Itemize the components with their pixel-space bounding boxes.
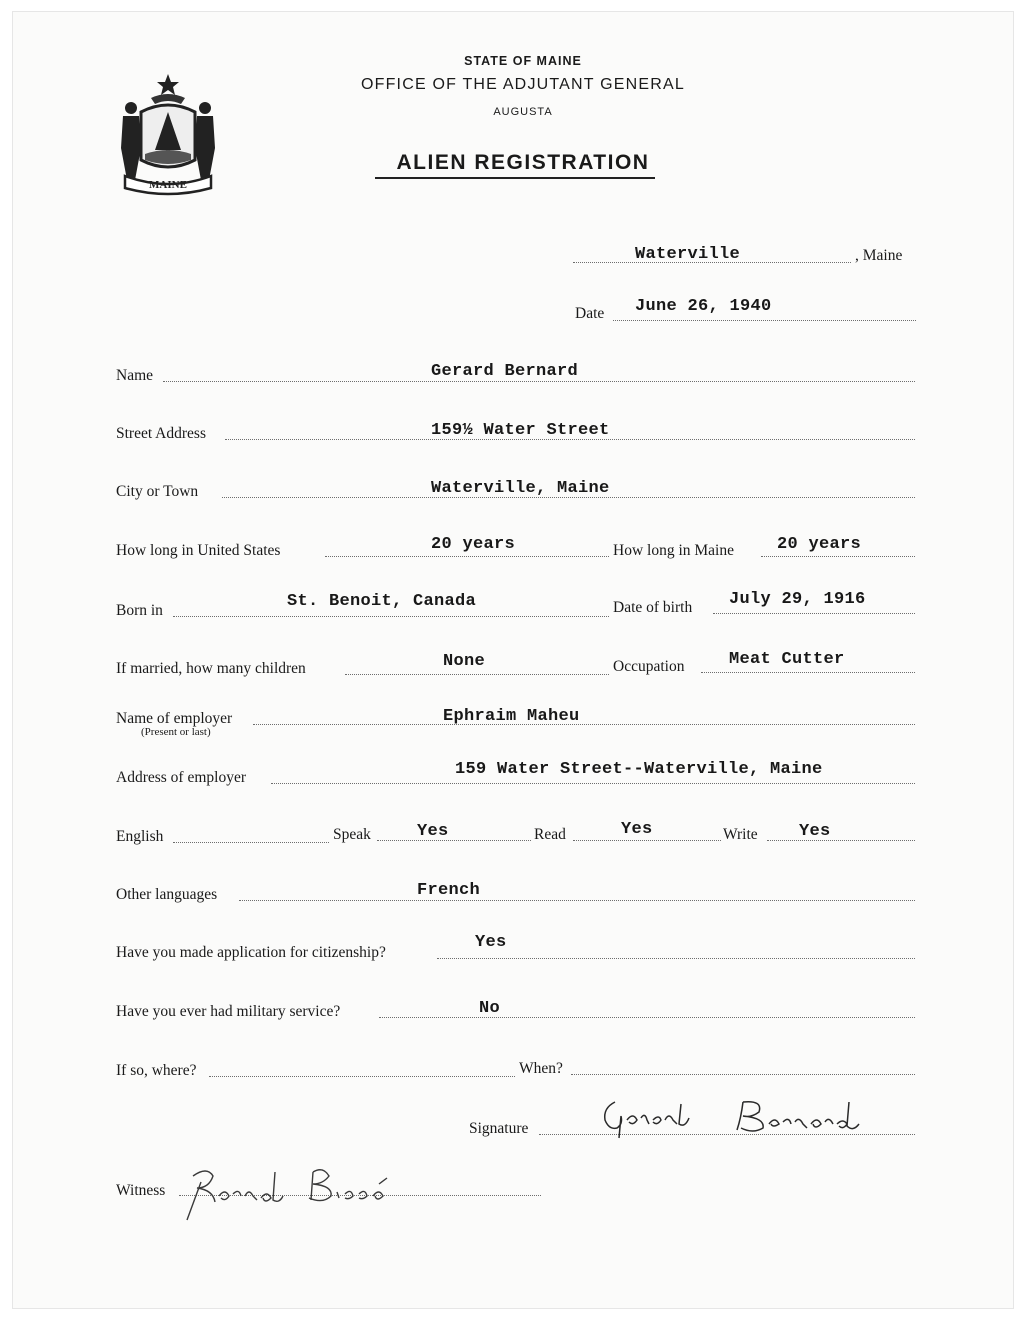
speak-value[interactable]: Yes xyxy=(417,822,449,841)
read-label: Read xyxy=(534,826,566,843)
write-label: Write xyxy=(723,826,758,843)
employer-line xyxy=(253,724,915,725)
other-languages-label: Other languages xyxy=(116,886,218,903)
maine-duration-label: How long in Maine xyxy=(613,542,734,559)
occupation-value[interactable]: Meat Cutter xyxy=(729,650,845,669)
when-line xyxy=(571,1074,915,1075)
employer-address-line xyxy=(271,783,915,784)
city-label: City or Town xyxy=(116,483,199,500)
seal-lettering: MAINE xyxy=(149,179,187,191)
read-value[interactable]: Yes xyxy=(621,820,653,839)
location-suffix: , Maine xyxy=(855,247,903,264)
citizenship-value[interactable]: Yes xyxy=(475,933,507,952)
born-line xyxy=(173,616,609,617)
city-heading: AUGUSTA xyxy=(493,106,553,118)
speak-label: Speak xyxy=(333,826,371,843)
occupation-label: Occupation xyxy=(613,658,685,675)
where-line xyxy=(209,1076,515,1077)
date-label: Date xyxy=(575,305,605,322)
speak-line xyxy=(377,840,531,841)
employer-label: Name of employer xyxy=(116,710,233,727)
write-line xyxy=(767,840,915,841)
born-value[interactable]: St. Benoit, Canada xyxy=(287,592,477,611)
dob-value[interactable]: July 29, 1916 xyxy=(729,590,866,609)
children-line xyxy=(345,674,609,675)
citizenship-label: Have you made application for citizenship? xyxy=(116,944,386,961)
signature-handwriting xyxy=(593,1094,863,1144)
employer-address-value[interactable]: 159 Water Street--Waterville, Maine xyxy=(455,760,823,779)
employer-sublabel: (Present or last) xyxy=(141,726,211,738)
dob-line xyxy=(713,613,915,614)
military-value[interactable]: No xyxy=(479,999,501,1018)
read-line xyxy=(573,840,721,841)
state-heading: STATE OF MAINE xyxy=(464,54,582,68)
registration-form xyxy=(12,11,1014,1309)
occupation-line xyxy=(701,672,915,673)
children-value[interactable]: None xyxy=(443,652,486,671)
office-heading: OFFICE OF THE ADJUTANT GENERAL xyxy=(360,76,686,93)
city-value[interactable]: Waterville, Maine xyxy=(431,479,610,498)
name-value[interactable]: Gerard Bernard xyxy=(431,362,579,381)
date-value[interactable]: June 26, 1940 xyxy=(635,297,772,316)
us-duration-label: How long in United States xyxy=(116,542,281,559)
when-label: When? xyxy=(519,1060,563,1077)
date-line xyxy=(613,320,916,321)
where-label: If so, where? xyxy=(116,1062,197,1079)
form-title: ALIEN REGISTRATION xyxy=(396,151,650,174)
signature-label: Signature xyxy=(469,1120,529,1137)
street-label: Street Address xyxy=(116,425,206,442)
other-languages-line xyxy=(239,900,915,901)
name-line xyxy=(163,381,915,382)
witness-handwriting xyxy=(173,1162,413,1222)
military-label: Have you ever had military service? xyxy=(116,1003,341,1020)
write-value[interactable]: Yes xyxy=(799,822,831,841)
maine-duration-value[interactable]: 20 years xyxy=(777,535,862,554)
english-line xyxy=(173,842,329,843)
street-value[interactable]: 159½ Water Street xyxy=(431,421,610,440)
born-label: Born in xyxy=(116,602,163,619)
maine-duration-line xyxy=(761,556,915,557)
location-value[interactable]: Waterville xyxy=(635,245,741,264)
witness-label: Witness xyxy=(116,1182,166,1199)
english-label: English xyxy=(116,828,164,845)
dob-label: Date of birth xyxy=(613,599,693,616)
us-duration-value[interactable]: 20 years xyxy=(431,535,516,554)
name-label: Name xyxy=(116,367,154,384)
employer-value[interactable]: Ephraim Maheu xyxy=(443,707,580,726)
other-languages-value[interactable]: French xyxy=(417,881,481,900)
military-line xyxy=(379,1017,915,1018)
maine-state-seal-icon xyxy=(111,68,225,196)
employer-address-label: Address of employer xyxy=(116,769,246,786)
title-underline xyxy=(375,177,655,179)
us-duration-line xyxy=(325,556,609,557)
citizenship-line xyxy=(437,958,915,959)
children-label: If married, how many children xyxy=(116,660,306,677)
